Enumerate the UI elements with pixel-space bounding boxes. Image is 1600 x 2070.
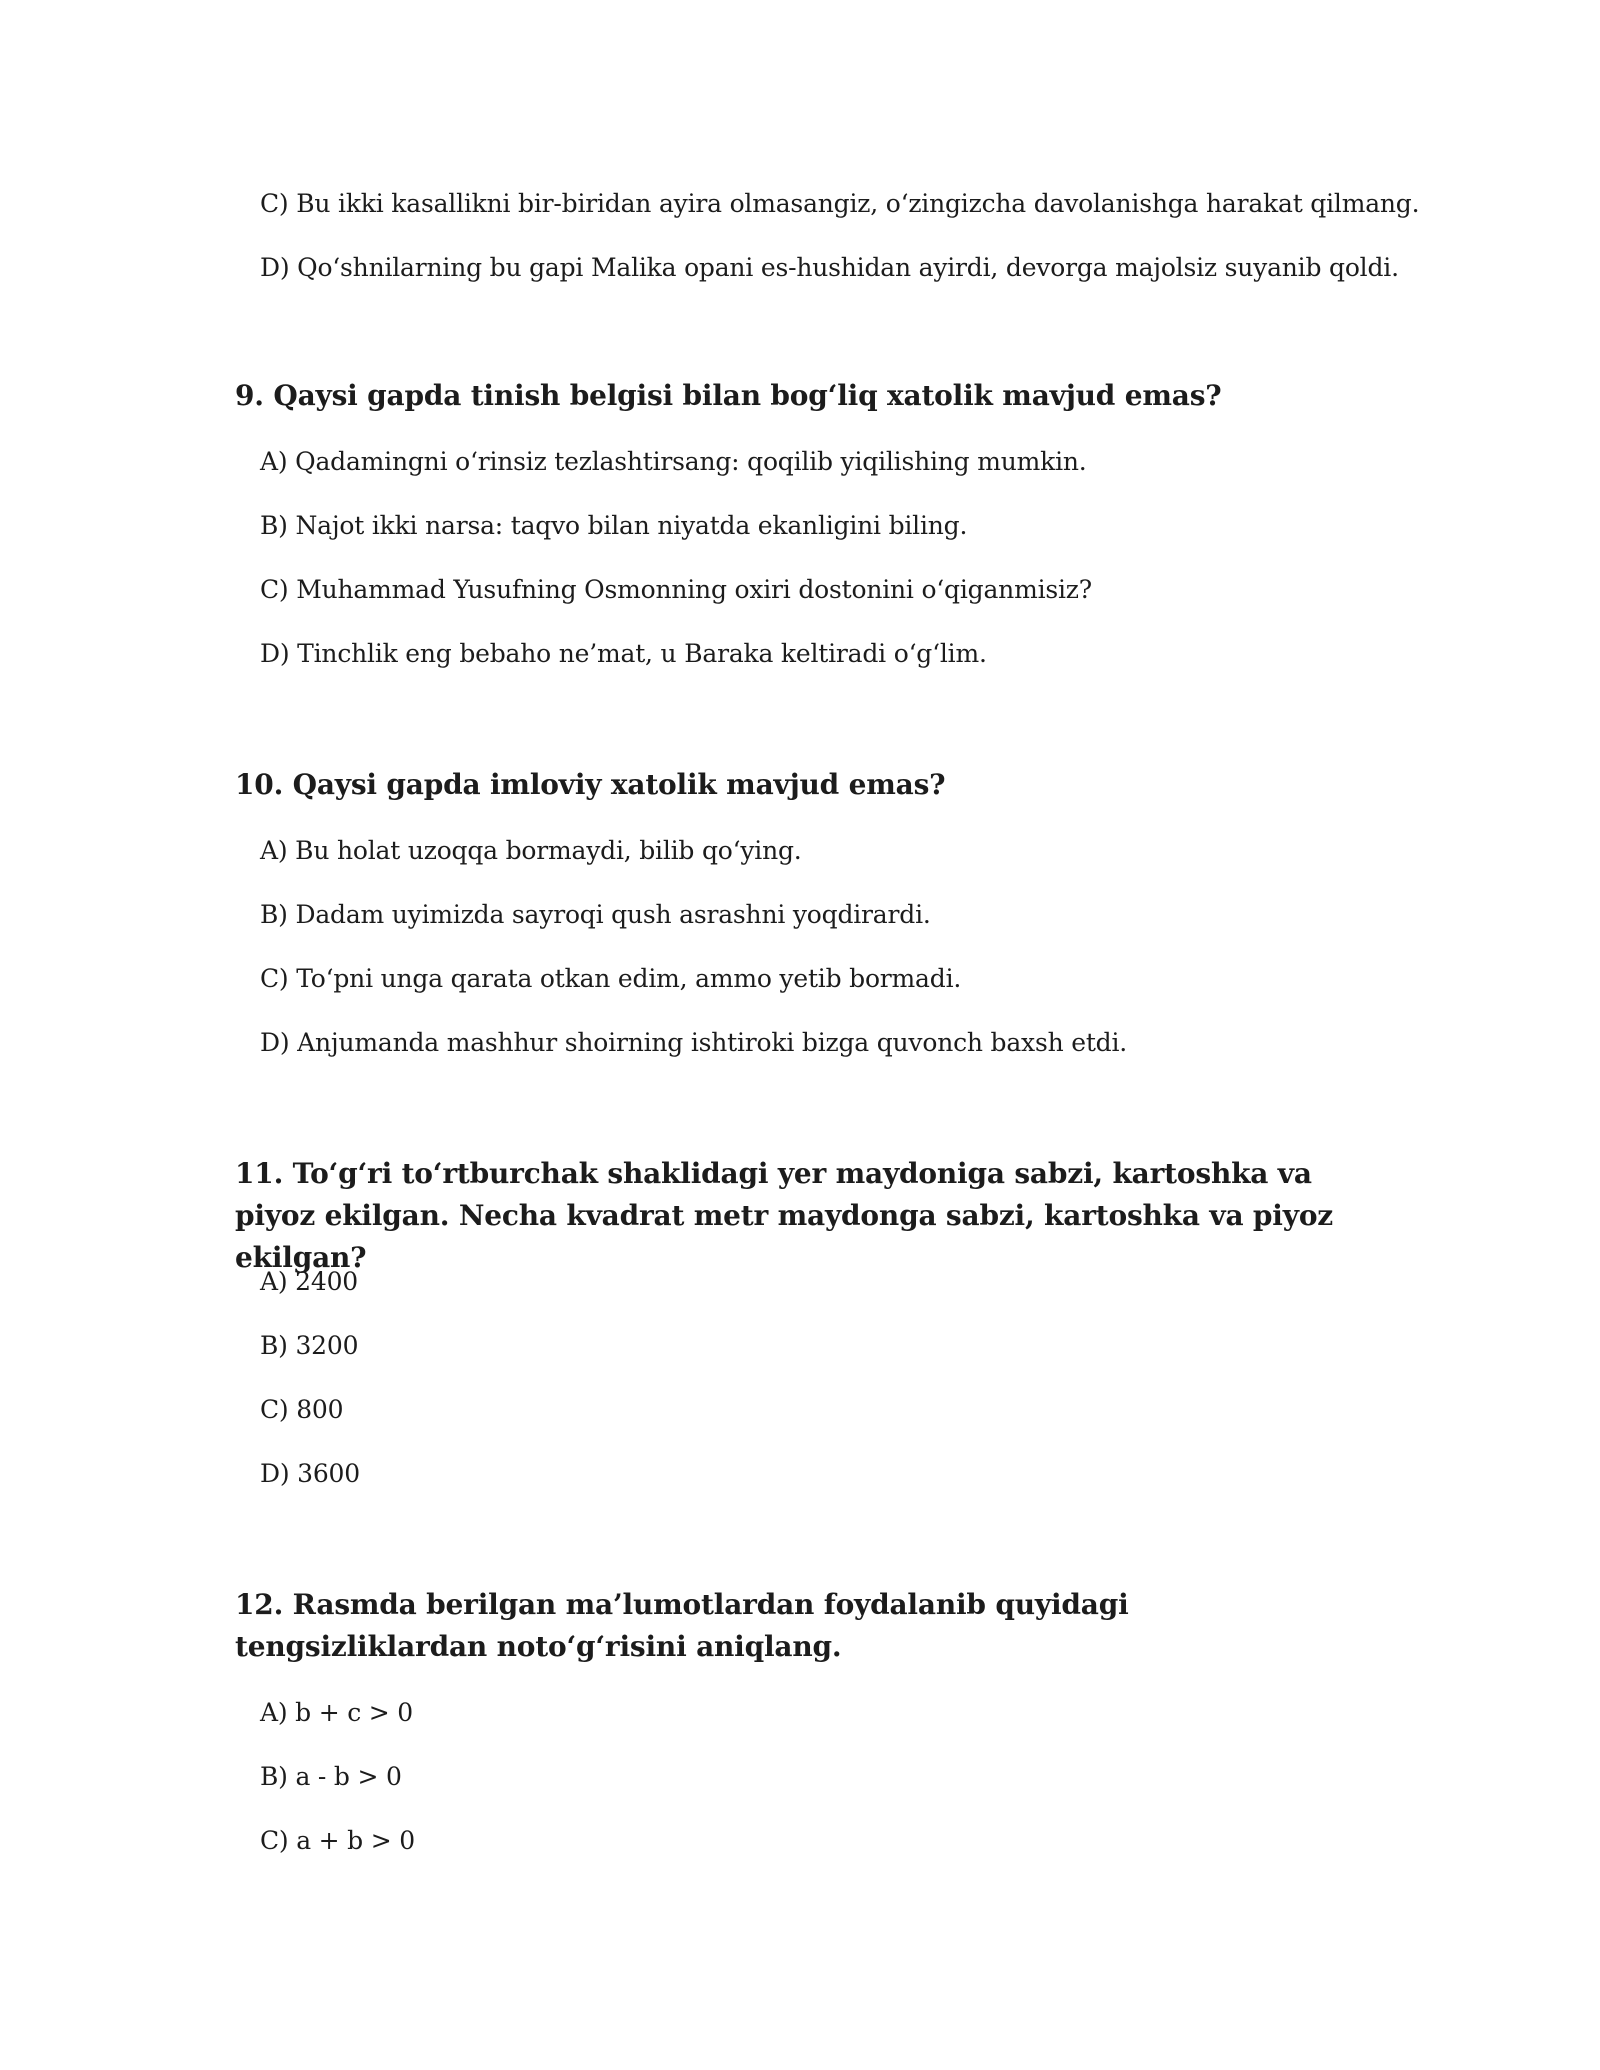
- question-12-title: 12. Rasmda berilgan ma’lumotlardan foydalanib quyidagi tengsizliklardan noto‘g‘risini aniqlang.: [235, 1588, 1129, 1663]
- option-8c: C) Bu ikki kasallikni bir-biridan ayira olmasangiz, o‘zingizcha davolanishga harakat qilmang.: [260, 189, 1420, 218]
- option-9d: D) Tinchlik eng bebaho ne’mat, u Baraka keltiradi o‘g‘lim.: [260, 639, 987, 668]
- question-11-title: 11. To‘g‘ri to‘rtburchak shaklidagi yer maydoniga sabzi, kartoshka va piyoz ekilgan. Necha kvadrat metr maydonga sabzi, kartoshka va piyoz ekilgan?: [235, 1157, 1333, 1274]
- question-9-title: 9. Qaysi gapda tinish belgisi bilan bog‘liq xatolik mavjud emas?: [235, 379, 1222, 412]
- option-12c: C) a + b > 0: [260, 1826, 415, 1855]
- option-11a: A) 2400: [260, 1267, 358, 1296]
- option-9b: B) Najot ikki narsa: taqvo bilan niyatda ekanligini biling.: [260, 511, 968, 540]
- option-10a: A) Bu holat uzoqqa bormaydi, bilib qo‘ying.: [260, 836, 802, 865]
- option-8d: D) Qo‘shnilarning bu gapi Malika opani es-hushidan ayirdi, devorga majolsiz suyanib qoldi.: [260, 253, 1399, 282]
- option-11b: B) 3200: [260, 1331, 359, 1360]
- option-9a: A) Qadamingni o‘rinsiz tezlashtirsang: qoqilib yiqilishing mumkin.: [260, 447, 1087, 476]
- option-12b: B) a - b > 0: [260, 1762, 402, 1791]
- option-12a: A) b + c > 0: [260, 1698, 413, 1727]
- option-10d: D) Anjumanda mashhur shoirning ishtiroki bizga quvonch baxsh etdi.: [260, 1028, 1128, 1057]
- option-10b: B) Dadam uyimizda sayroqi qush asrashni yoqdirardi.: [260, 900, 931, 929]
- question-10-title: 10. Qaysi gapda imloviy xatolik mavjud emas?: [235, 768, 946, 801]
- option-11c: C) 800: [260, 1395, 344, 1424]
- option-9c: C) Muhammad Yusufning Osmonning oxiri dostonini o‘qiganmisiz?: [260, 575, 1092, 604]
- option-11d: D) 3600: [260, 1459, 360, 1488]
- option-10c: C) To‘pni unga qarata otkan edim, ammo yetib bormadi.: [260, 964, 962, 993]
